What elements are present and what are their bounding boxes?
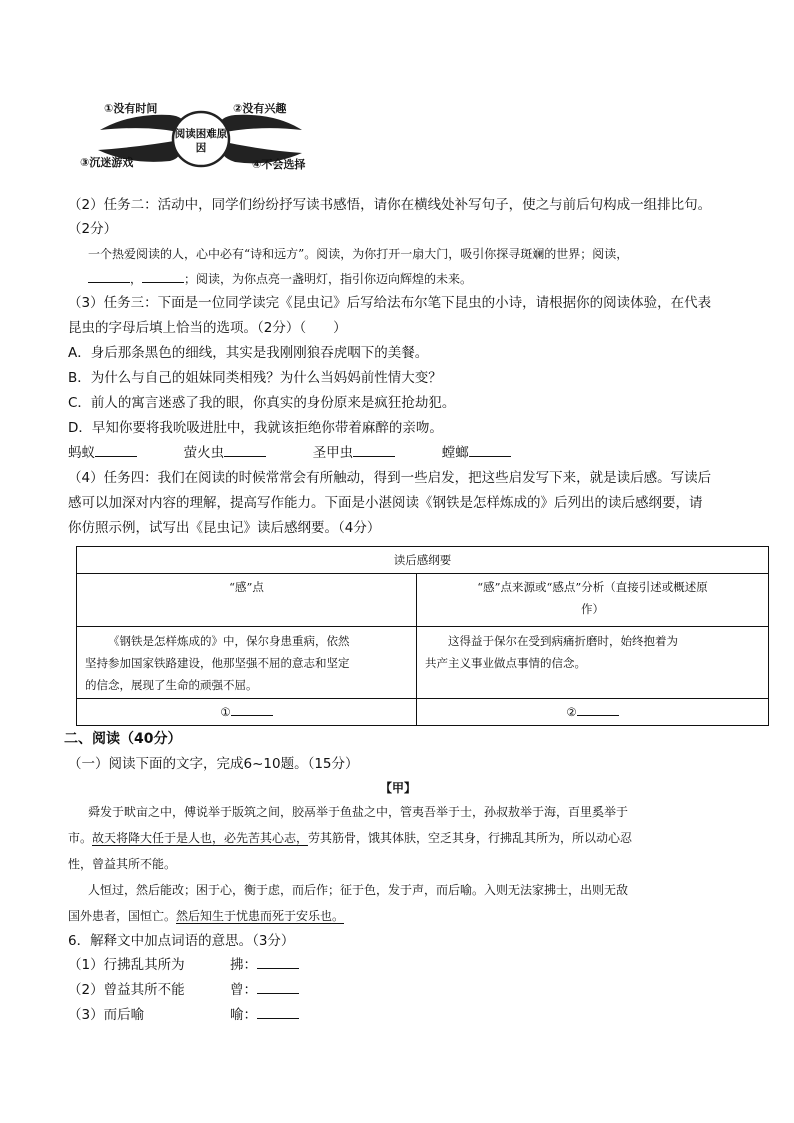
passage-p2-l1: 人恒过，然后能改；困于心，衡于虑，而后作；征于色，发于声，而后喻。入则无法家拂士，出则无敌 <box>88 883 629 897</box>
insect-firefly: 萤火虫 <box>183 445 225 461</box>
answer-blank[interactable] <box>257 956 299 969</box>
answer-blank[interactable] <box>469 444 511 457</box>
answer-blank[interactable] <box>257 1006 299 1019</box>
table-answer-1[interactable] <box>77 699 417 726</box>
q6-phrase: （2）曾益其所不能 <box>68 982 185 998</box>
task3-option-a: A．身后那条黑色的细线，其实是我刚刚狼吞虎咽下的美餐。 <box>68 345 429 361</box>
diagram-center-label: 阅读困难原因 <box>174 128 228 154</box>
task2-text-line1: 一个热爱阅读的人，心中必有“诗和远方”。阅读，为你打开一扇大门，吸引你探寻斑斓的世界；阅读， <box>88 247 629 261</box>
table-header-source-l2: 作） <box>581 602 604 616</box>
insect-ant: 蚂蚁 <box>68 445 95 461</box>
underlined-sentence-2: 然后知生于忧患而死于安乐也。 <box>176 909 345 923</box>
table-header-source <box>417 574 769 627</box>
passage-p1-l3: 性，曾益其所不能。 <box>68 857 177 871</box>
task4-line2: 感可以加深对内容的理解，提高写作能力。下面是小湛阅读《钢铁是怎样炼成的》后列出的读后感纲要，请 <box>68 495 703 511</box>
task2-text-line2: ， ；阅读，为你点亮一盏明灯，指引你迈向辉煌的未来。 <box>88 270 472 288</box>
example-point-l2: 坚持参加国家铁路建设，他那坚强不屈的意志和坚定 <box>85 656 350 670</box>
answer-marker-1: ① <box>220 705 231 719</box>
diagram-reason-2: ②没有兴趣 <box>233 102 287 115</box>
q6-stem: 6．解释文中加点词语的意思。（3分） <box>68 933 295 949</box>
q6-phrase: （1）行拂乱其所为 <box>68 957 185 973</box>
underlined-sentence-1: 故天将降大任于是人也，必先苦其心志， <box>92 831 309 845</box>
task2-text-tail: ；阅读，为你点亮一盏明灯，指引你迈向辉煌的未来。 <box>184 272 473 286</box>
diagram-reason-4: ④不会选择 <box>252 158 306 171</box>
section2-subheading: （一）阅读下面的文字，完成6~10题。（15分） <box>68 756 359 772</box>
reading-outline-table <box>76 546 769 726</box>
table-answer-2[interactable] <box>417 699 769 726</box>
task2-prompt: （2）任务二：活动中，同学们纷纷抒写读书感悟，请你在横线处补写句子，使之与前后句构成一组排比句。 <box>68 197 712 213</box>
task3-option-d: D．早知你要将我吮吸进肚中，我就该拒绝你带着麻醉的亲吻。 <box>68 420 443 436</box>
section2-heading: 二、阅读（40分） <box>64 731 182 747</box>
passage-text: 国外患者，国恒亡。 <box>68 909 177 923</box>
example-source-l1: 这得益于保尔在受到病痛折磨时，始终抱着为 <box>448 634 678 648</box>
q6-word: 拂： <box>230 957 257 973</box>
task3-prompt-line2: 昆虫的字母后填上恰当的选项。（2分）（ ） <box>68 320 347 336</box>
answer-blank[interactable] <box>142 270 184 283</box>
table-example-point <box>77 627 417 699</box>
task4-line3: 你仿照示例，试写出《昆虫记》读后感纲要。（4分） <box>68 520 381 536</box>
table-header-point: “感”点 <box>77 574 417 627</box>
passage-p2-l2 <box>68 907 344 925</box>
answer-blank[interactable] <box>231 703 273 716</box>
example-point-l3: 的信念，展现了生命的顽强不屈。 <box>85 678 258 692</box>
insect-mantis: 螳螂 <box>441 445 469 461</box>
example-point-l1: 《钢铁是怎样炼成的》中，保尔身患重病，依然 <box>108 634 350 648</box>
answer-blank[interactable] <box>95 444 137 457</box>
q6-word: 曾： <box>230 982 257 998</box>
table-header-source-l1: “感”点来源或“感点”分析（直接引述或概述原 <box>477 580 708 594</box>
q6-item-3 <box>68 1006 299 1024</box>
q6-item-1 <box>68 956 299 974</box>
answer-blank[interactable] <box>88 270 130 283</box>
table-title: 读后感纲要 <box>77 547 769 574</box>
task3-option-c: C．前人的寓言迷惑了我的眼，你真实的身份原来是疯狂抢劫犯。 <box>68 395 456 411</box>
answer-blank[interactable] <box>353 444 395 457</box>
answer-blank[interactable] <box>224 444 266 457</box>
table-example-source <box>417 627 769 699</box>
diagram-reason-3: ③沉迷游戏 <box>80 156 134 169</box>
passage-title: 【甲】 <box>380 781 417 795</box>
answer-blank[interactable] <box>577 703 619 716</box>
insect-scarab: 圣甲虫 <box>312 445 354 461</box>
answer-blank[interactable] <box>257 981 299 994</box>
task3-prompt-line1: （3）任务三：下面是一位同学读完《昆虫记》后写给法布尔笔下昆虫的小诗，请根据你的阅读体验，在代表 <box>68 295 712 311</box>
task3-option-b: B．为什么与自己的姐妹同类相残？为什么当妈妈前性情大变？ <box>68 370 442 386</box>
passage-text: 市。 <box>68 831 93 845</box>
example-source-l2: 共产主义事业做点事情的信念。 <box>425 656 586 670</box>
q6-phrase: （3）而后喻 <box>68 1007 145 1023</box>
task3-insect-row <box>68 444 511 462</box>
q6-item-2 <box>68 981 299 999</box>
answer-marker-2: ② <box>566 705 577 719</box>
task2-score: （2分） <box>68 221 118 237</box>
passage-p1-l1: 舜发于畎亩之中，傅说举于版筑之间，胶鬲举于鱼盐之中，管夷吾举于士，孙叔敖举于海，百里奚举于 <box>88 805 629 819</box>
q6-word: 喻： <box>230 1007 257 1023</box>
passage-text: 劳其筋骨，饿其体肤，空乏其身，行拂乱其所为，所以动心忍 <box>308 831 633 845</box>
diagram-reason-1: ①没有时间 <box>104 102 158 115</box>
passage-p1-l2 <box>68 829 632 847</box>
task4-line1: （4）任务四：我们在阅读的时候常常会有所触动，得到一些启发，把这些启发写下来，就是读后感。写读后 <box>68 470 712 486</box>
